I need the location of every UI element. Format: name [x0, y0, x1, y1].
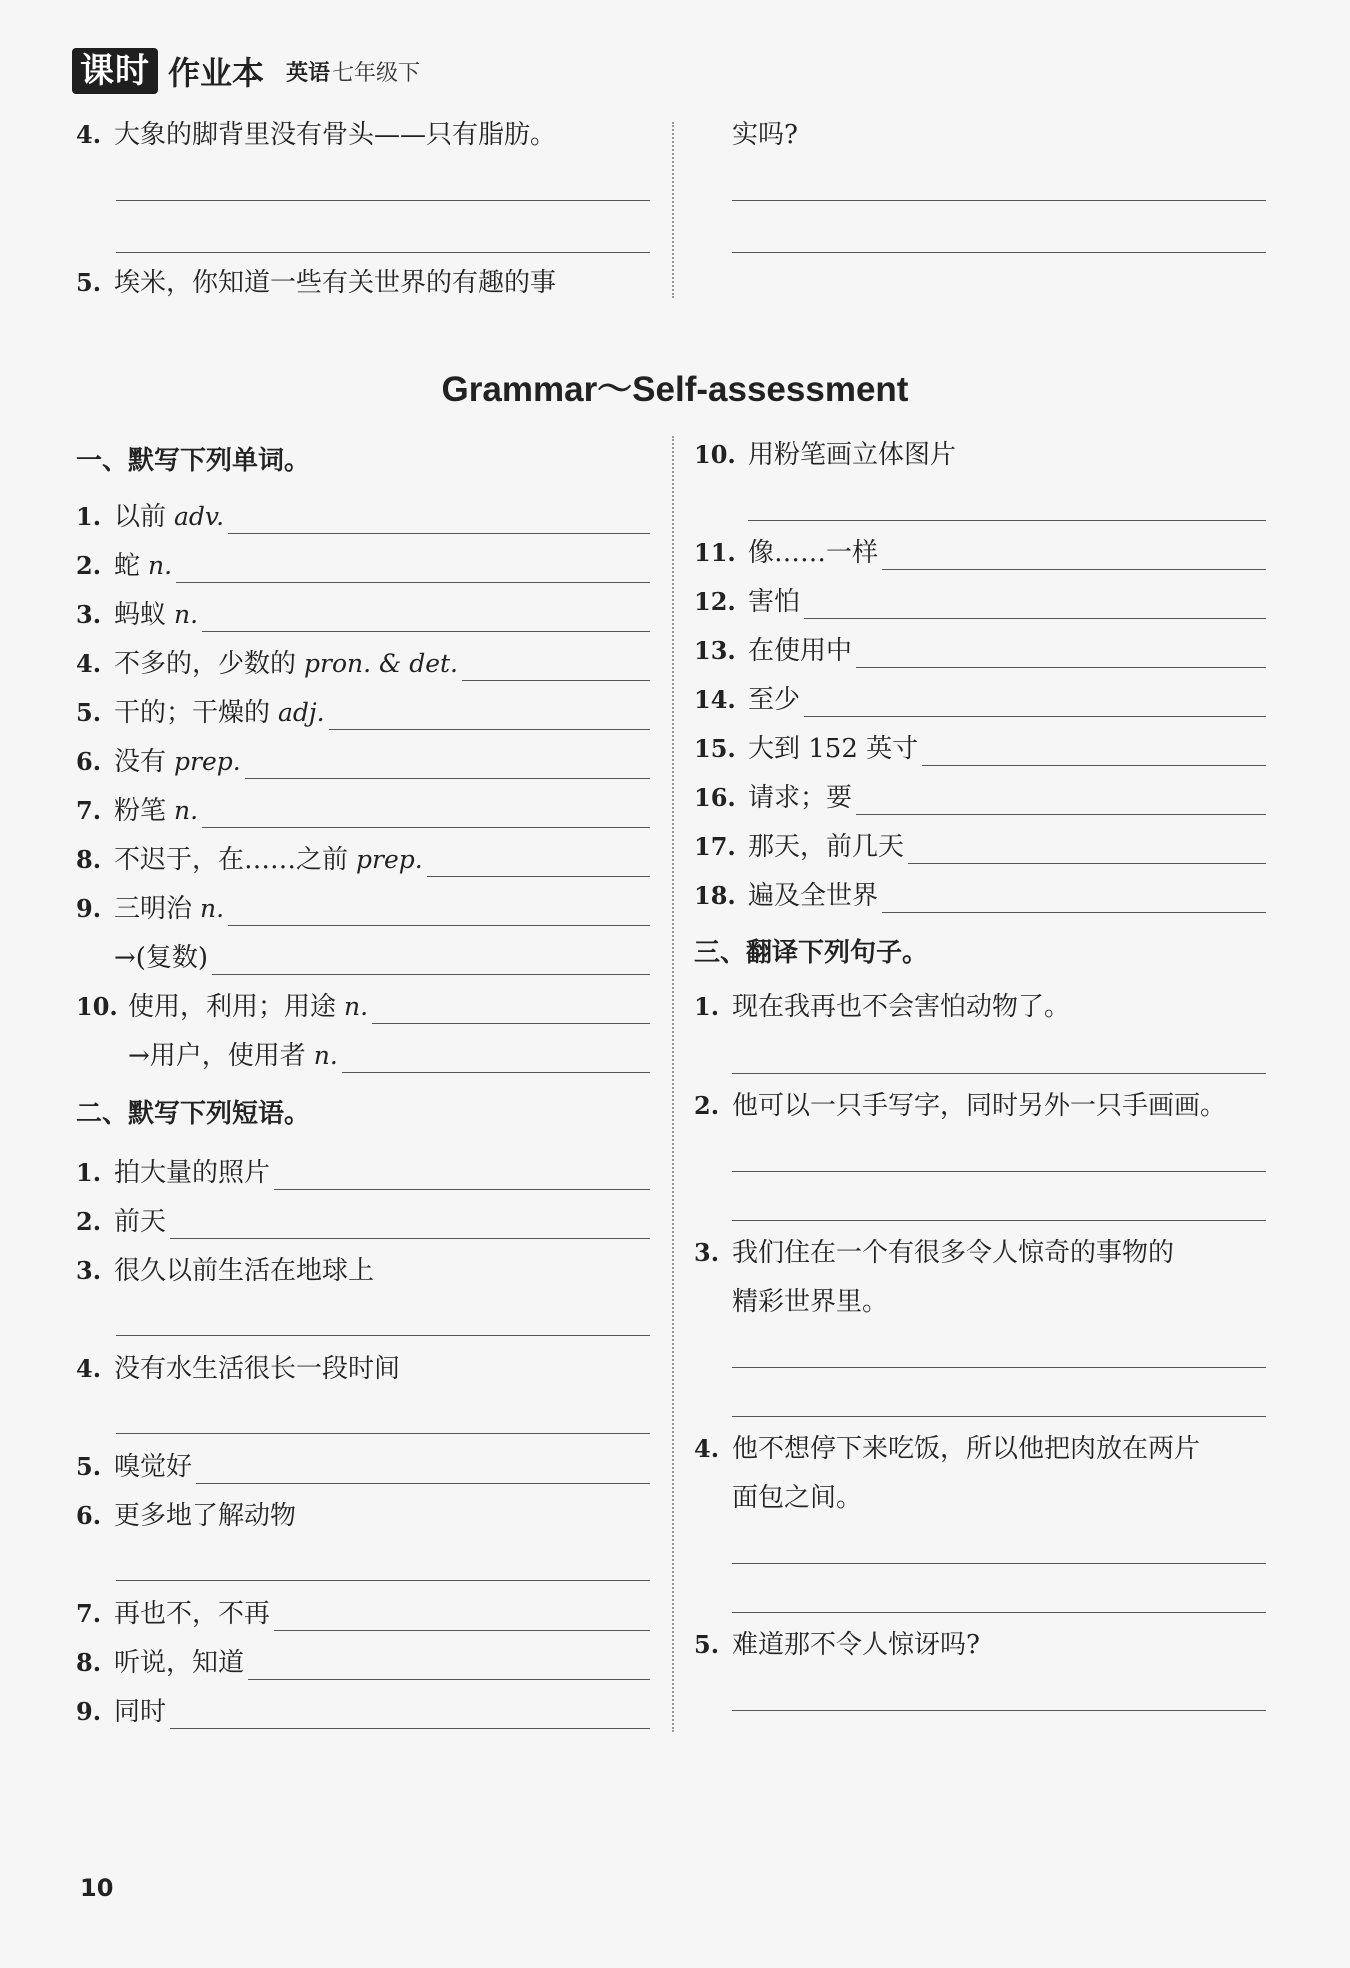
answer-line[interactable]	[372, 995, 650, 1024]
column-divider-top	[672, 122, 674, 298]
item-text: 使用，利用；用途	[128, 992, 337, 1022]
item-number: 1.	[694, 992, 720, 1021]
item-number: 9.	[76, 1697, 102, 1726]
section-main-title: Grammar～Self-assessment	[441, 370, 909, 409]
item-text: 精彩世界里。	[732, 1287, 889, 1317]
answer-line[interactable]	[176, 554, 650, 583]
answer-line[interactable]	[202, 799, 650, 828]
item-text: 再也不，不再	[114, 1599, 271, 1629]
item-number: 8.	[76, 1648, 102, 1677]
item-number: 4.	[76, 120, 102, 149]
list-item	[76, 1597, 650, 1631]
item-text: 以前	[114, 502, 167, 532]
answer-line[interactable]	[427, 848, 650, 877]
list-item	[76, 1646, 650, 1680]
part-of-speech: n.	[200, 894, 225, 923]
list-item	[694, 634, 1266, 668]
item-number: 2.	[76, 551, 102, 580]
top-item-5-continued	[732, 118, 798, 152]
item-number: 4.	[76, 1354, 102, 1383]
part-of-speech: n.	[174, 796, 199, 825]
section-1-title: 一、默写下列单词。	[76, 446, 311, 476]
item-text: 嗅觉好	[114, 1452, 193, 1482]
list-item	[76, 696, 650, 730]
answer-line[interactable]	[245, 750, 650, 779]
item-text: 没有水生活很长一段时间	[114, 1354, 401, 1384]
list-item	[114, 941, 650, 975]
item-text: 粉笔	[114, 796, 167, 826]
series-logo: 课时	[72, 48, 158, 94]
item-number: 18.	[694, 881, 736, 910]
item-number: 14.	[694, 685, 736, 714]
item-number: 10.	[76, 992, 118, 1021]
answer-line[interactable]	[170, 1700, 650, 1729]
item-text: 不迟于，在……之前	[114, 845, 349, 875]
item-text: 大到 152 英寸	[748, 734, 919, 764]
item-number: 1.	[76, 1158, 102, 1187]
part-of-speech: pron. & det.	[304, 649, 459, 678]
answer-line[interactable]	[732, 200, 1266, 201]
list-item	[694, 879, 1266, 913]
page-number: 10	[80, 1874, 114, 1902]
answer-line[interactable]	[804, 688, 1266, 717]
item-number: 11.	[694, 538, 736, 567]
item-number: 7.	[76, 796, 102, 825]
page-header	[72, 48, 420, 94]
answer-line[interactable]	[732, 1563, 1266, 1564]
list-item	[76, 598, 650, 632]
part-of-speech: n.	[313, 1041, 338, 1070]
answer-line[interactable]	[196, 1455, 650, 1484]
list-item	[694, 781, 1266, 815]
item-text: 面包之间。	[732, 1483, 863, 1513]
list-item	[76, 1156, 650, 1190]
part-of-speech: prep.	[174, 747, 241, 776]
answer-line[interactable]	[922, 737, 1266, 766]
item-text: 现在我再也不会害怕动物了。	[732, 992, 1071, 1022]
list-item	[76, 1205, 650, 1239]
item-text: 很久以前生活在地球上	[114, 1256, 375, 1286]
answer-line[interactable]	[732, 1710, 1266, 1711]
item-number: 4.	[76, 649, 102, 678]
answer-line[interactable]	[116, 1433, 650, 1434]
answer-line[interactable]	[748, 520, 1266, 521]
item-text: →用户，使用者	[128, 1041, 306, 1071]
answer-line[interactable]	[228, 897, 650, 926]
item-number: 7.	[76, 1599, 102, 1628]
answer-line[interactable]	[329, 701, 650, 730]
item-text: 用粉笔画立体图片	[748, 440, 957, 470]
item-number: 8.	[76, 845, 102, 874]
item-number: 3.	[76, 600, 102, 629]
item-number: 9.	[76, 894, 102, 923]
answer-line[interactable]	[274, 1161, 650, 1190]
item-number: 2.	[76, 1207, 102, 1236]
part-of-speech: n.	[148, 551, 173, 580]
part-of-speech: prep.	[356, 845, 423, 874]
item-number: 3.	[76, 1256, 102, 1285]
item-number: 17.	[694, 832, 736, 861]
item-number: 4.	[694, 1434, 720, 1463]
list-item	[76, 990, 650, 1024]
list-item	[694, 990, 1070, 1024]
list-item	[76, 1499, 296, 1533]
section-3-title: 三、翻译下列句子。	[694, 938, 929, 968]
list-item	[694, 585, 1266, 619]
item-text: 大象的脚背里没有骨头——只有脂肪。	[114, 120, 557, 150]
list-item	[76, 794, 650, 828]
answer-line[interactable]	[908, 835, 1266, 864]
list-item	[694, 1236, 1174, 1270]
item-number: 5.	[76, 698, 102, 727]
answer-line[interactable]	[804, 590, 1266, 619]
part-of-speech: n.	[344, 992, 369, 1021]
answer-line[interactable]	[228, 505, 650, 534]
item-text: 蛇	[114, 551, 141, 581]
answer-line[interactable]	[882, 884, 1266, 913]
list-item	[76, 1450, 650, 1484]
top-item-4	[76, 118, 556, 152]
column-divider-main	[672, 436, 674, 1732]
answer-line[interactable]	[248, 1651, 650, 1680]
list-item	[694, 438, 956, 472]
answer-line[interactable]	[732, 1612, 1266, 1613]
item-text: →(复数)	[114, 943, 209, 973]
list-item	[76, 1254, 374, 1288]
list-item	[76, 892, 650, 926]
subject-name: 英语	[286, 60, 331, 86]
list-item-continuation	[732, 1481, 862, 1515]
answer-line[interactable]	[116, 1580, 650, 1581]
list-item	[76, 843, 650, 877]
answer-line[interactable]	[732, 1367, 1266, 1368]
item-text: 他不想停下来吃饭，所以他把肉放在两片	[732, 1434, 1201, 1464]
item-text: 前天	[114, 1207, 167, 1237]
answer-line[interactable]	[856, 639, 1266, 668]
item-number: 5.	[76, 268, 102, 297]
answer-line[interactable]	[342, 1044, 650, 1073]
item-text: 不多的，少数的	[114, 649, 297, 679]
item-number: 5.	[694, 1630, 720, 1659]
item-number: 3.	[694, 1238, 720, 1267]
list-item-continuation	[732, 1285, 888, 1319]
answer-line[interactable]	[732, 1220, 1266, 1221]
part-of-speech: adv.	[174, 502, 225, 531]
item-number: 15.	[694, 734, 736, 763]
answer-line[interactable]	[732, 252, 1266, 253]
item-text: 害怕	[748, 587, 801, 617]
item-number: 2.	[694, 1091, 720, 1120]
part-of-speech: adj.	[278, 698, 325, 727]
item-text: 他可以一只手写字，同时另外一只手画画。	[732, 1091, 1227, 1121]
item-text: 三明治	[114, 894, 193, 924]
answer-line[interactable]	[462, 652, 650, 681]
item-text: 更多地了解动物	[114, 1501, 297, 1531]
list-item	[76, 647, 650, 681]
series-name: 作业本	[168, 54, 265, 92]
answer-line[interactable]	[202, 603, 650, 632]
answer-line[interactable]	[274, 1602, 650, 1631]
item-number: 6.	[76, 1501, 102, 1530]
item-text: 实吗?	[732, 120, 798, 150]
list-item	[76, 500, 650, 534]
item-number: 16.	[694, 783, 736, 812]
item-text: 同时	[114, 1697, 167, 1727]
item-text: 请求；要	[748, 783, 853, 813]
list-item	[694, 732, 1266, 766]
list-item	[76, 1695, 650, 1729]
item-number: 12.	[694, 587, 736, 616]
item-number: 13.	[694, 636, 736, 665]
answer-line[interactable]	[732, 1171, 1266, 1172]
answer-line[interactable]	[116, 1335, 650, 1336]
item-text: 那天，前几天	[748, 832, 905, 862]
item-number: 10.	[694, 440, 736, 469]
item-number: 5.	[76, 1452, 102, 1481]
answer-line[interactable]	[212, 946, 650, 975]
item-text: 没有	[114, 747, 167, 777]
item-text: 难道那不令人惊讶吗?	[732, 1630, 980, 1660]
top-item-5	[76, 266, 556, 300]
item-text: 像……一样	[748, 538, 879, 568]
item-text: 听说，知道	[114, 1648, 245, 1678]
section-2-title: 二、默写下列短语。	[76, 1099, 311, 1129]
item-number: 6.	[76, 747, 102, 776]
list-item	[76, 1352, 400, 1386]
list-item	[694, 1432, 1200, 1466]
item-text: 干的；干燥的	[114, 698, 271, 728]
item-text: 在使用中	[748, 636, 853, 666]
item-text: 至少	[748, 685, 801, 715]
list-item	[694, 536, 1266, 570]
item-text: 拍大量的照片	[114, 1158, 271, 1188]
answer-line[interactable]	[732, 1073, 1266, 1074]
list-item	[694, 1628, 980, 1662]
item-number: 1.	[76, 502, 102, 531]
list-item	[76, 549, 650, 583]
item-text: 我们住在一个有很多令人惊奇的事物的	[732, 1238, 1175, 1268]
answer-line[interactable]	[732, 1416, 1266, 1417]
part-of-speech: n.	[174, 600, 199, 629]
item-text: 蚂蚁	[114, 600, 167, 630]
list-item	[694, 830, 1266, 864]
answer-line[interactable]	[882, 541, 1266, 570]
list-item	[694, 1089, 1226, 1123]
item-text: 埃米，你知道一些有关世界的有趣的事	[114, 268, 557, 298]
list-item	[694, 683, 1266, 717]
answer-line[interactable]	[856, 786, 1266, 815]
grade-label: 七年级下	[332, 60, 421, 86]
list-item	[128, 1039, 650, 1073]
answer-line[interactable]	[170, 1210, 650, 1239]
item-text: 遍及全世界	[748, 881, 879, 911]
answer-line[interactable]	[116, 252, 650, 253]
answer-line[interactable]	[116, 200, 650, 201]
list-item	[76, 745, 650, 779]
